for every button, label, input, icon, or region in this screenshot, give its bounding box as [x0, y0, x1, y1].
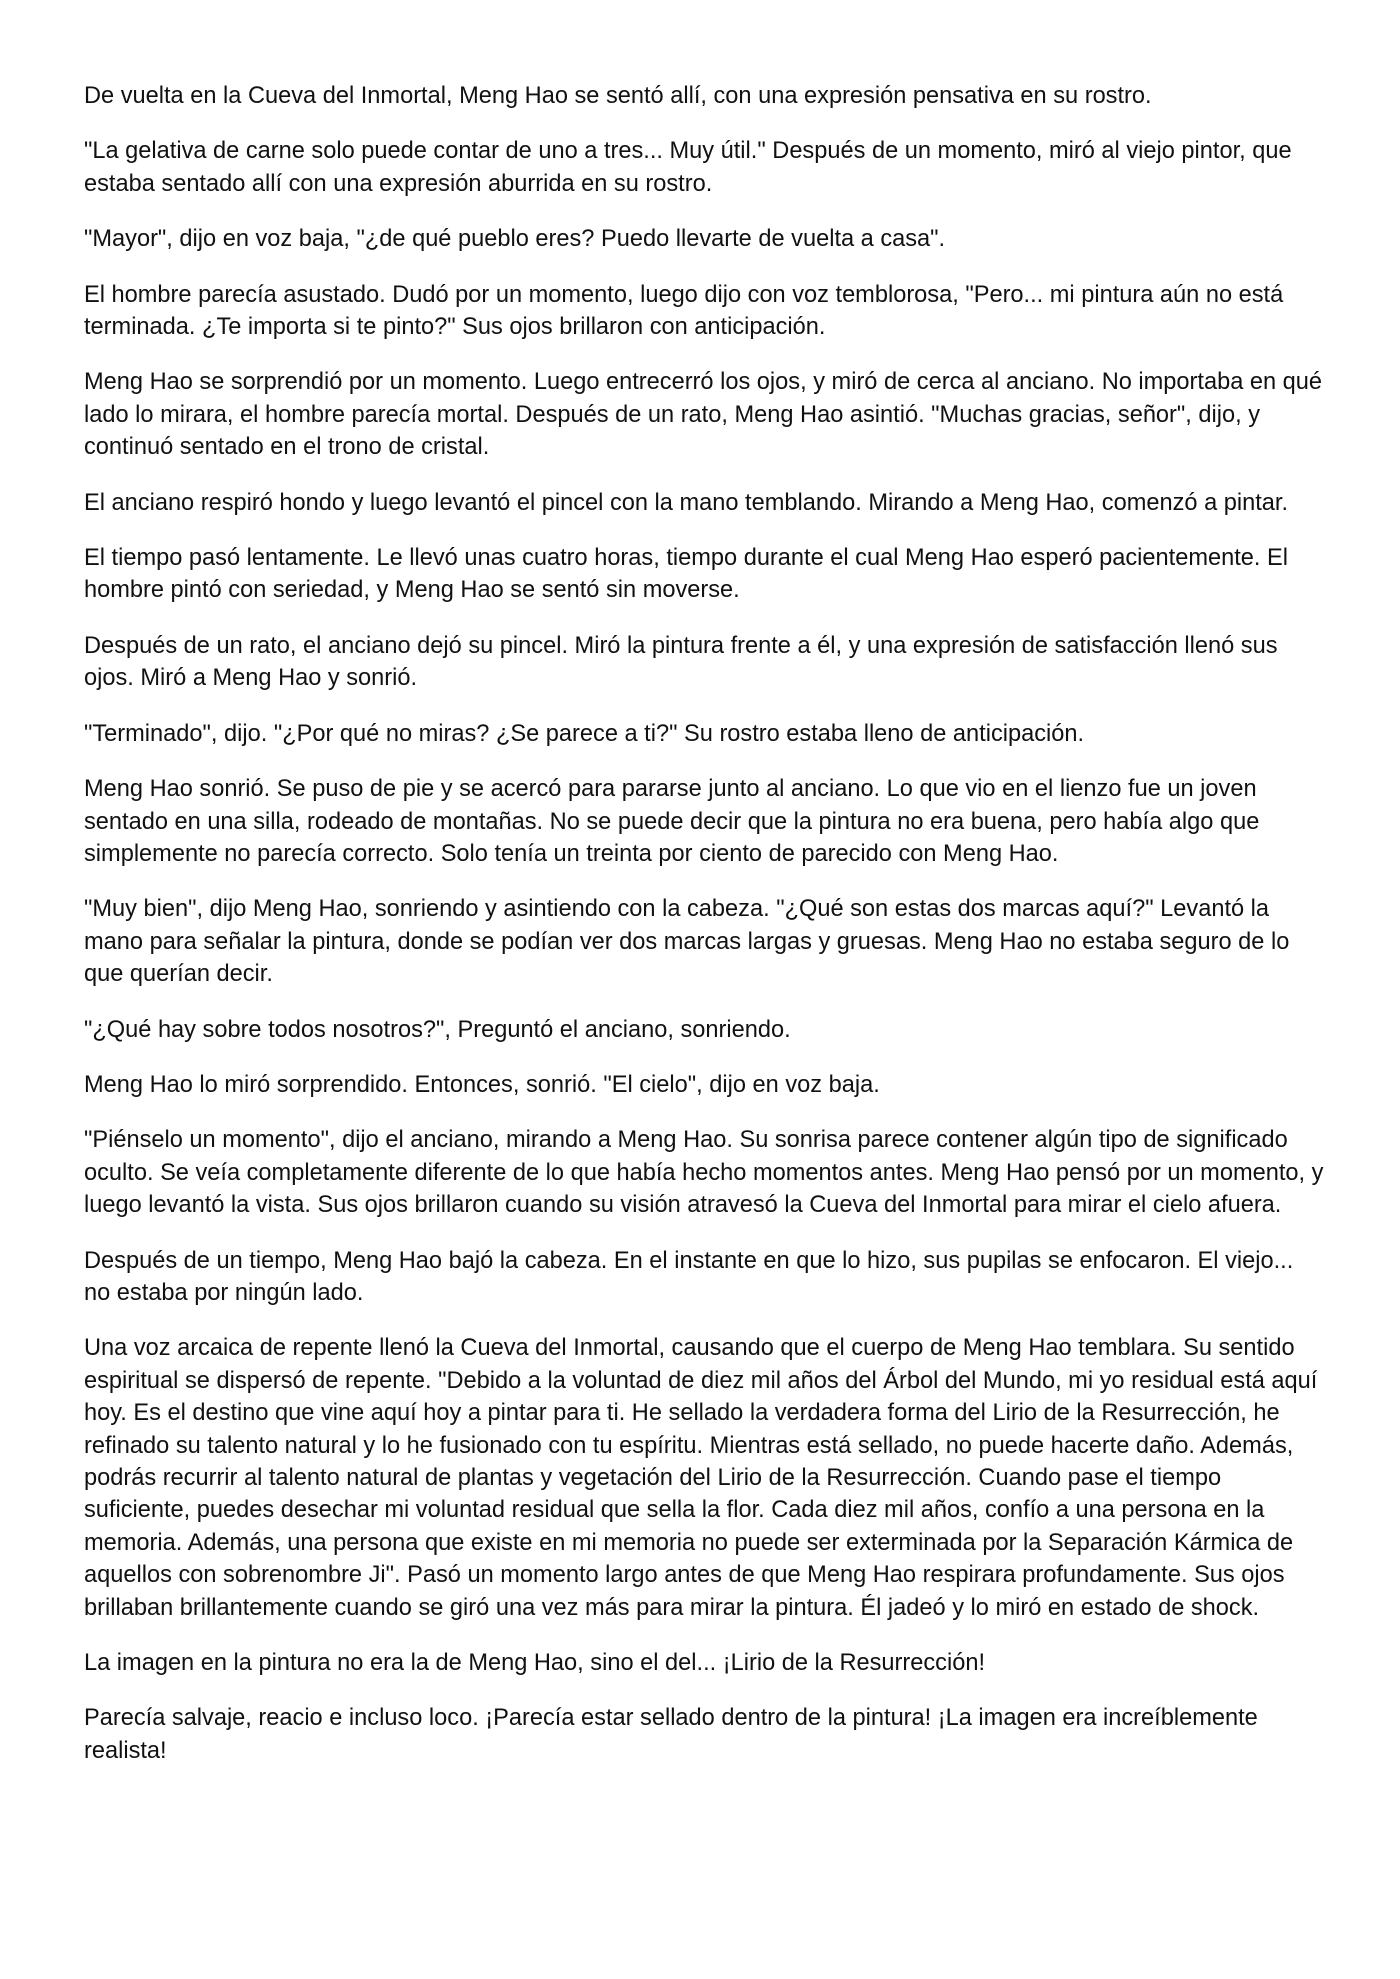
paragraph-13: Meng Hao lo miró sorprendido. Entonces, sonrió. "El cielo", dijo en voz baja. [84, 1071, 880, 1098]
paragraph-2: "La gelativa de carne solo puede contar de uno a tres... Muy útil." Después de un momento, miró al viejo pintor, que estaba sentado allí con una expresión aburrida en su rostro. [84, 138, 1292, 197]
paragraph-7: El tiempo pasó lentamente. Le llevó unas cuatro horas, tiempo durante el cual Meng Hao esperó pacientemente. El hombre pintó con seriedad, y Meng Hao se sentó sin moverse. [84, 545, 1288, 604]
paragraph-5: Meng Hao se sorprendió por un momento. Luego entrecerró los ojos, y miró de cerca al anciano. No importaba en qué lado lo mirara, el hombre parecía mortal. Después de un rato, Meng Hao asintió. "Muchas gracias, señor", dijo, y continuó sentado en el trono de cristal. [84, 369, 1323, 461]
paragraph-4: El hombre parecía asustado. Dudó por un momento, luego dijo con voz temblorosa, "Pero... mi pintura aún no está terminada. ¿Te importa si te pinto?" Sus ojos brillaron con anticipación. [84, 281, 1284, 341]
paragraph-12: "¿Qué hay sobre todos nosotros?", Preguntó el anciano, sonriendo. [84, 1016, 791, 1043]
paragraph-14: "Piénselo un momento", dijo el anciano, mirando a Meng Hao. Su sonrisa parece contener algún tipo de significado oculto. Se veía completamente diferente de lo que había hecho momentos antes. Meng Hao pensó por un momento, y luego levantó la vista. Sus ojos brillaron cuando su visión atravesó la Cueva del Inmortal para mirar el cielo afuera. [84, 1127, 1324, 1219]
paragraph-8: Después de un rato, el anciano dejó su pincel. Miró la pintura frente a él, y una expresión de satisfacción llenó sus ojos. Miró a Meng Hao y sonrió. [84, 632, 1278, 692]
paragraph-9: "Terminado", dijo. "¿Por qué no miras? ¿Se parece a ti?" Su rostro estaba lleno de anticipación. [84, 720, 1085, 747]
document-page [84, 80, 1324, 1790]
paragraph-18: Parecía salvaje, reacio e incluso loco. ¡Parecía estar sellado dentro de la pintura! ¡La imagen era increíblemente realista! [84, 1705, 1258, 1764]
paragraph-1: De vuelta en la Cueva del Inmortal, Meng Hao se sentó allí, con una expresión pensativa en su rostro. [84, 83, 1152, 109]
paragraph-6: El anciano respiró hondo y luego levantó el pincel con la mano temblando. Mirando a Meng Hao, comenzó a pintar. [84, 489, 1289, 516]
paragraph-16: Una voz arcaica de repente llenó la Cueva del Inmortal, causando que el cuerpo de Meng Hao temblara. Su sentido espiritual se dispersó de repente. "Debido a la voluntad de diez mil años del Árbol del Mundo, mi yo residual está aquí hoy. Es el destino que vine aquí hoy a pintar para ti. He sellado la verdadera forma del Lirio de la Resurrección, he refinado su talento natural y lo he fusionado con tu espíritu. Mientras está sellado, no puede hacerte daño. Además, podrás recurrir al talento natural de plantas y vegetación del Lirio de la Resurrección. Cuando pase el tiempo suficiente, puedes desechar mi voluntad residual que sella la flor. Cada diez mil años, confío a una persona en la memoria. Además, una persona que existe en mi memoria no puede ser exterminada por la Separación Kármica de aquellos con sobrenombre Ji". Pasó un momento largo antes de que Meng Hao respirara profundamente. Sus ojos brillaban brillantemente cuando se giró una vez más para mirar la pintura. Él jadeó y lo miró en estado de shock. [84, 1335, 1318, 1621]
paragraph-15: Después de un tiempo, Meng Hao bajó la cabeza. En el instante en que lo hizo, sus pupilas se enfocaron. El viejo... no estaba por ningún lado. [84, 1247, 1294, 1306]
paragraph-17: La imagen en la pintura no era la de Meng Hao, sino el del... ¡Lirio de la Resurrección! [84, 1650, 986, 1677]
paragraph-11: "Muy bien", dijo Meng Hao, sonriendo y asintiendo con la cabeza. "¿Qué son estas dos marcas aquí?" Levantó la mano para señalar la pintura, donde se podían ver dos marcas largas y gruesas. Meng Hao no estaba seguro de lo que querían decir. [84, 896, 1290, 988]
paragraph-10: Meng Hao sonrió. Se puso de pie y se acercó para pararse junto al anciano. Lo que vio en el lienzo fue un joven sentado en una silla, rodeado de montañas. No se puede decir que la pintura no era buena, pero había algo que simplemente no parecía correcto. Solo tenía un treinta por ciento de parecido con Meng Hao. [84, 776, 1260, 867]
paragraph-3: "Mayor", dijo en voz baja, "¿de qué pueblo eres? Puedo llevarte de vuelta a casa". [84, 226, 946, 253]
